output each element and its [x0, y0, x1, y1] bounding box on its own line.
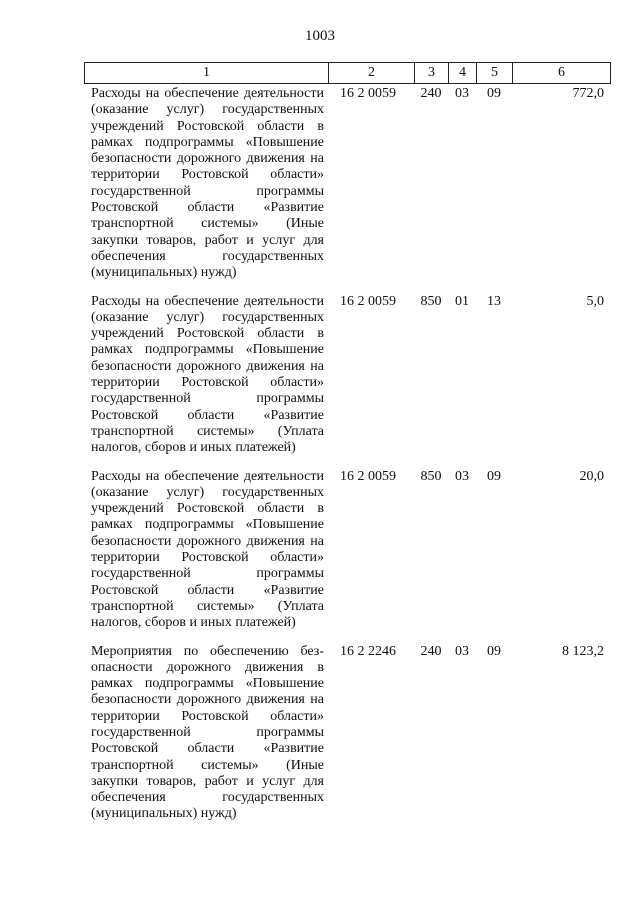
column-header-5: 5	[477, 63, 513, 84]
row-expense-type: 850	[420, 468, 442, 484]
table-row	[84, 469, 610, 644]
column-header-1: 1	[85, 63, 329, 84]
row-target-code: 16 2 0059	[340, 86, 396, 101]
budget-table-body	[84, 86, 610, 835]
table-row	[84, 644, 610, 835]
row-amount: 5,0	[586, 293, 604, 309]
row-target-code: 16 2 0059	[340, 468, 396, 484]
column-header-4: 4	[449, 63, 477, 84]
column-header-3: 3	[415, 63, 449, 84]
row-description: Расходы на обеспечение деятельности (оказание услуг) государственных учреждений Ростовской области в рамках подпрограммы «Повышение безопасности дорожного движения на территории Ростовской области» государственной программы Ростовской области «Развитие транспортной системы» (Уплата налогов, сборов и иных платежей)	[91, 293, 324, 456]
row-expense-type: 240	[420, 86, 442, 101]
row-subsection: 13	[487, 293, 501, 309]
row-description: Расходы на обеспечение деятельности (оказание услуг) государственных учреждений Ростовской области в рамках подпрограммы «Повышение безопасности дорожного движения на территории Ростовской области» государственной программы Ростовской области «Развитие транспортной системы» (Уплата налогов, сборов и иных платежей)	[91, 468, 324, 631]
row-expense-type: 850	[420, 293, 442, 309]
row-subsection: 09	[487, 643, 501, 659]
row-section: 03	[455, 86, 469, 101]
page-number: 1003	[305, 28, 335, 44]
column-header-2: 2	[329, 63, 415, 84]
row-section: 03	[455, 468, 469, 484]
row-amount: 20,0	[579, 468, 604, 484]
row-target-code: 16 2 0059	[340, 293, 396, 309]
table-row	[84, 294, 610, 469]
column-header-row	[84, 62, 611, 84]
row-section: 03	[455, 643, 469, 659]
row-amount: 8 123,2	[562, 643, 604, 659]
row-target-code: 16 2 2246	[340, 643, 396, 659]
column-header-6: 6	[513, 63, 611, 84]
row-amount: 772,0	[572, 86, 604, 101]
row-subsection: 09	[487, 86, 501, 101]
row-section: 01	[455, 293, 469, 309]
table-row	[84, 86, 610, 294]
row-expense-type: 240	[420, 643, 442, 659]
row-description: Расходы на обеспечение деятельности (оказание услуг) государственных учреждений Ростовской области в рамках подпрограммы «Повышение безопасности дорожного движения на территории Ростовской области» государственной программы Ростовской области «Развитие транспортной системы» (Иные закупки товаров, работ и услуг для обеспечения государственных (муниципальных) нужд)	[91, 86, 324, 281]
row-description: Мероприятия по обеспечению безопасности дорожного движения в рамках подпрограммы «Повышение безопасности дорожного движения на территории Ростовской области» государственной программы Ростовской области «Развитие транспортной системы» (Иные закупки товаров, работ и услуг для обеспечения государственных (муниципальных) нужд)	[91, 643, 324, 822]
row-subsection: 09	[487, 468, 501, 484]
